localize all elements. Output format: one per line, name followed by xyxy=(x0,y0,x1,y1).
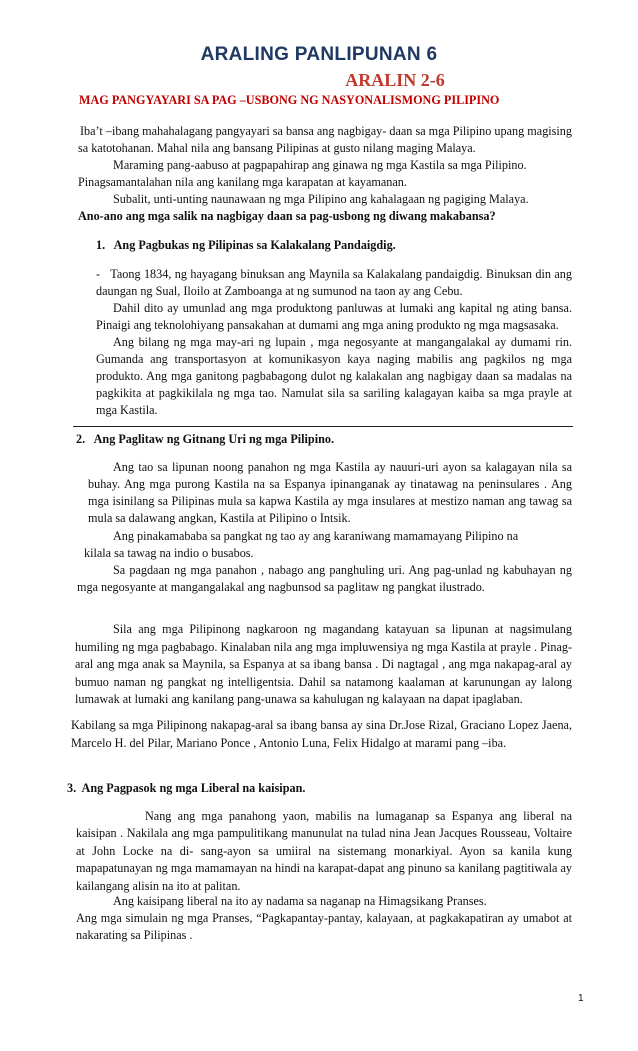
section-1-paragraph-3: Ang bilang ng mga may-ari ng lupain , mga negosyante at mangangalakal ay dumami rin. Gumanda ang transportasyon at komunikasyon kaya naging mabilis ang pagkilos ng mga produkto. Ang mga ganitong pagbabagong dulot ng kalakalan ang nagbigay daan sa madalas na pagkikita at pagkikilala ng mga tao. Namulat sila sa sariling kalagayan kaiba sa mga prayle at mga Kastila. xyxy=(96,335,572,417)
section-3-paragraph-3: Ang mga simulain ng mga Pranses, “Pagkapantay-pantay, kalayaan, at pagkakapatiran ay umabot at nakarating sa Pilipinas . xyxy=(76,911,572,942)
section-2-paragraph-3: Sa pagdaan ng mga panahon , nabago ang panghuling uri. Ang pag-unlad ng kabuhayan ng mga negosyante at mangangalakal ang nagbunsod sa paglitaw ng pangkat ilustrado. xyxy=(77,563,572,594)
document-title: ARALING PANLIPUNAN 6 xyxy=(200,44,438,65)
section-1-bullet: - Taong 1834, ng hayagang binuksan ang Maynila sa Kalakalang pandaigdig. Binuksan din ang daungan ng Sual, Iloilo at Zamboanga at ng sumunod na taon ay ang Cebu. xyxy=(96,267,572,298)
section-3-heading: 3. Ang Pagpasok ng mga Liberal na kaisipan. xyxy=(67,781,306,795)
intro-abuse-line: Maraming pang-aabuso at pagpapahirap ang ginawa ng mga Kastila sa mga Pilipino. xyxy=(113,158,527,172)
section-divider xyxy=(73,426,573,427)
lesson-subtitle: MAG PANGYAYARI SA PAG –USBONG NG NASYONALISMONG PILIPINO xyxy=(79,93,500,107)
page-number: 1 xyxy=(578,993,584,1004)
section-2-paragraph-5: Kabilang sa mga Pilipinong nakapag-aral sa ibang bansa ay sina Dr.Jose Rizal, Graciano Lopez Jaena, Marcelo H. del Pilar, Mariano Ponce , Antonio Luna, Felix Hidalgo at marami pang –iba. xyxy=(71,718,572,750)
guide-question: Ano-ano ang mga salik na nagbigay daan sa pag-usbong ng diwang makabansa? xyxy=(78,209,496,223)
section-2-indio-line: kilala sa tawag na indio o busabos. xyxy=(84,546,254,560)
section-1-heading: 1. Ang Pagbukas ng Pilipinas sa Kalakalang Pandaigdig. xyxy=(96,238,396,252)
section-3-paragraph-1: Nang ang mga panahong yaon, mabilis na lumaganap sa Espanya ang liberal na kaisipan . Nakilala ang mga pampulitikang manunulat na tulad nina Jean Jacques Rousseau, Voltaire at John Locke na di- sang-ayon sa umiiral na sistemang monarkiyal. Ayon sa kanila kung mapapatunayan ng mga mamamayan na hindi na karapat-dapat ang pinuno sa kanilang pagtitiwala ay kailangang alisin na ito at palitan. xyxy=(76,809,572,893)
lesson-number: ARALIN 2-6 xyxy=(345,70,445,90)
section-2-paragraph-1: Ang tao sa lipunan noong panahon ng mga Kastila ay nauuri-uri ayon sa kalagayan nila sa buhay. Ang mga purong Kastila na sa Espanya ipinanganak ay tinatawag na peninsulares . Ang mga isinilang sa Pilipinas mula sa kapwa Kastila ay mga insulares at mestizo naman ang tawag sa mula sa dalawang angkan, Kastila at Pilipino o Intsik. xyxy=(88,460,572,525)
section-3-paragraph-2: Ang kaisipang liberal na ito ay nadama sa naganap na Himagsikang Pranses. xyxy=(113,894,487,908)
intro-paragraph: Iba’t –ibang mahahalagang pangyayari sa bansa ang nagbigay- daan sa mga Pilipino upang magising sa katotohanan. Mahal nila ang bansang Pilipinas at gusto nilang maging Malaya. xyxy=(78,124,572,155)
section-2-heading: 2. Ang Paglitaw ng Gitnang Uri ng mga Pilipino. xyxy=(76,432,335,446)
intro-understanding-line: Subalit, unti-unting naunawaan ng mga Pilipino ang kahalagaan ng pagiging Malaya. xyxy=(113,192,529,206)
intro-exploitation-line: Pinagsamantalahan nila ang kanilang mga karapatan at kayamanan. xyxy=(78,175,407,189)
section-1-paragraph-2: Dahil dito ay umunlad ang mga produktong panluwas at lumaki ang kapital ng ating bansa. Pinaigi ang teknolohiyang pansakahan at dumami ang mga aning produkto ng mga magsasaka. xyxy=(96,301,572,332)
section-2-paragraph-4: Sila ang mga Pilipinong nagkaroon ng magandang katayuan sa lipunan at nagsimulang humiling ng mga pagbabago. Kinalaban nila ang mga impluwensiya ng mga Kastila at prayle . Pinag-aral ang mga anak sa Maynila, sa Espanya at sa ibang bansa . Di nagtagal , ang mga nakapag-aral ay bumuo naman ng pangkat ng intelligentsia. Dahil sa natamong kaalaman at karunungan ay lalong lumawak at lumaki ang kanilang pang-unawa sa kahulugan ng kalayaan na dapat ipaglaban. xyxy=(75,622,572,707)
section-2-lowest-class-line: Ang pinakamababa sa pangkat ng tao ay ang karaniwang mamamayang Pilipino na xyxy=(113,529,519,543)
